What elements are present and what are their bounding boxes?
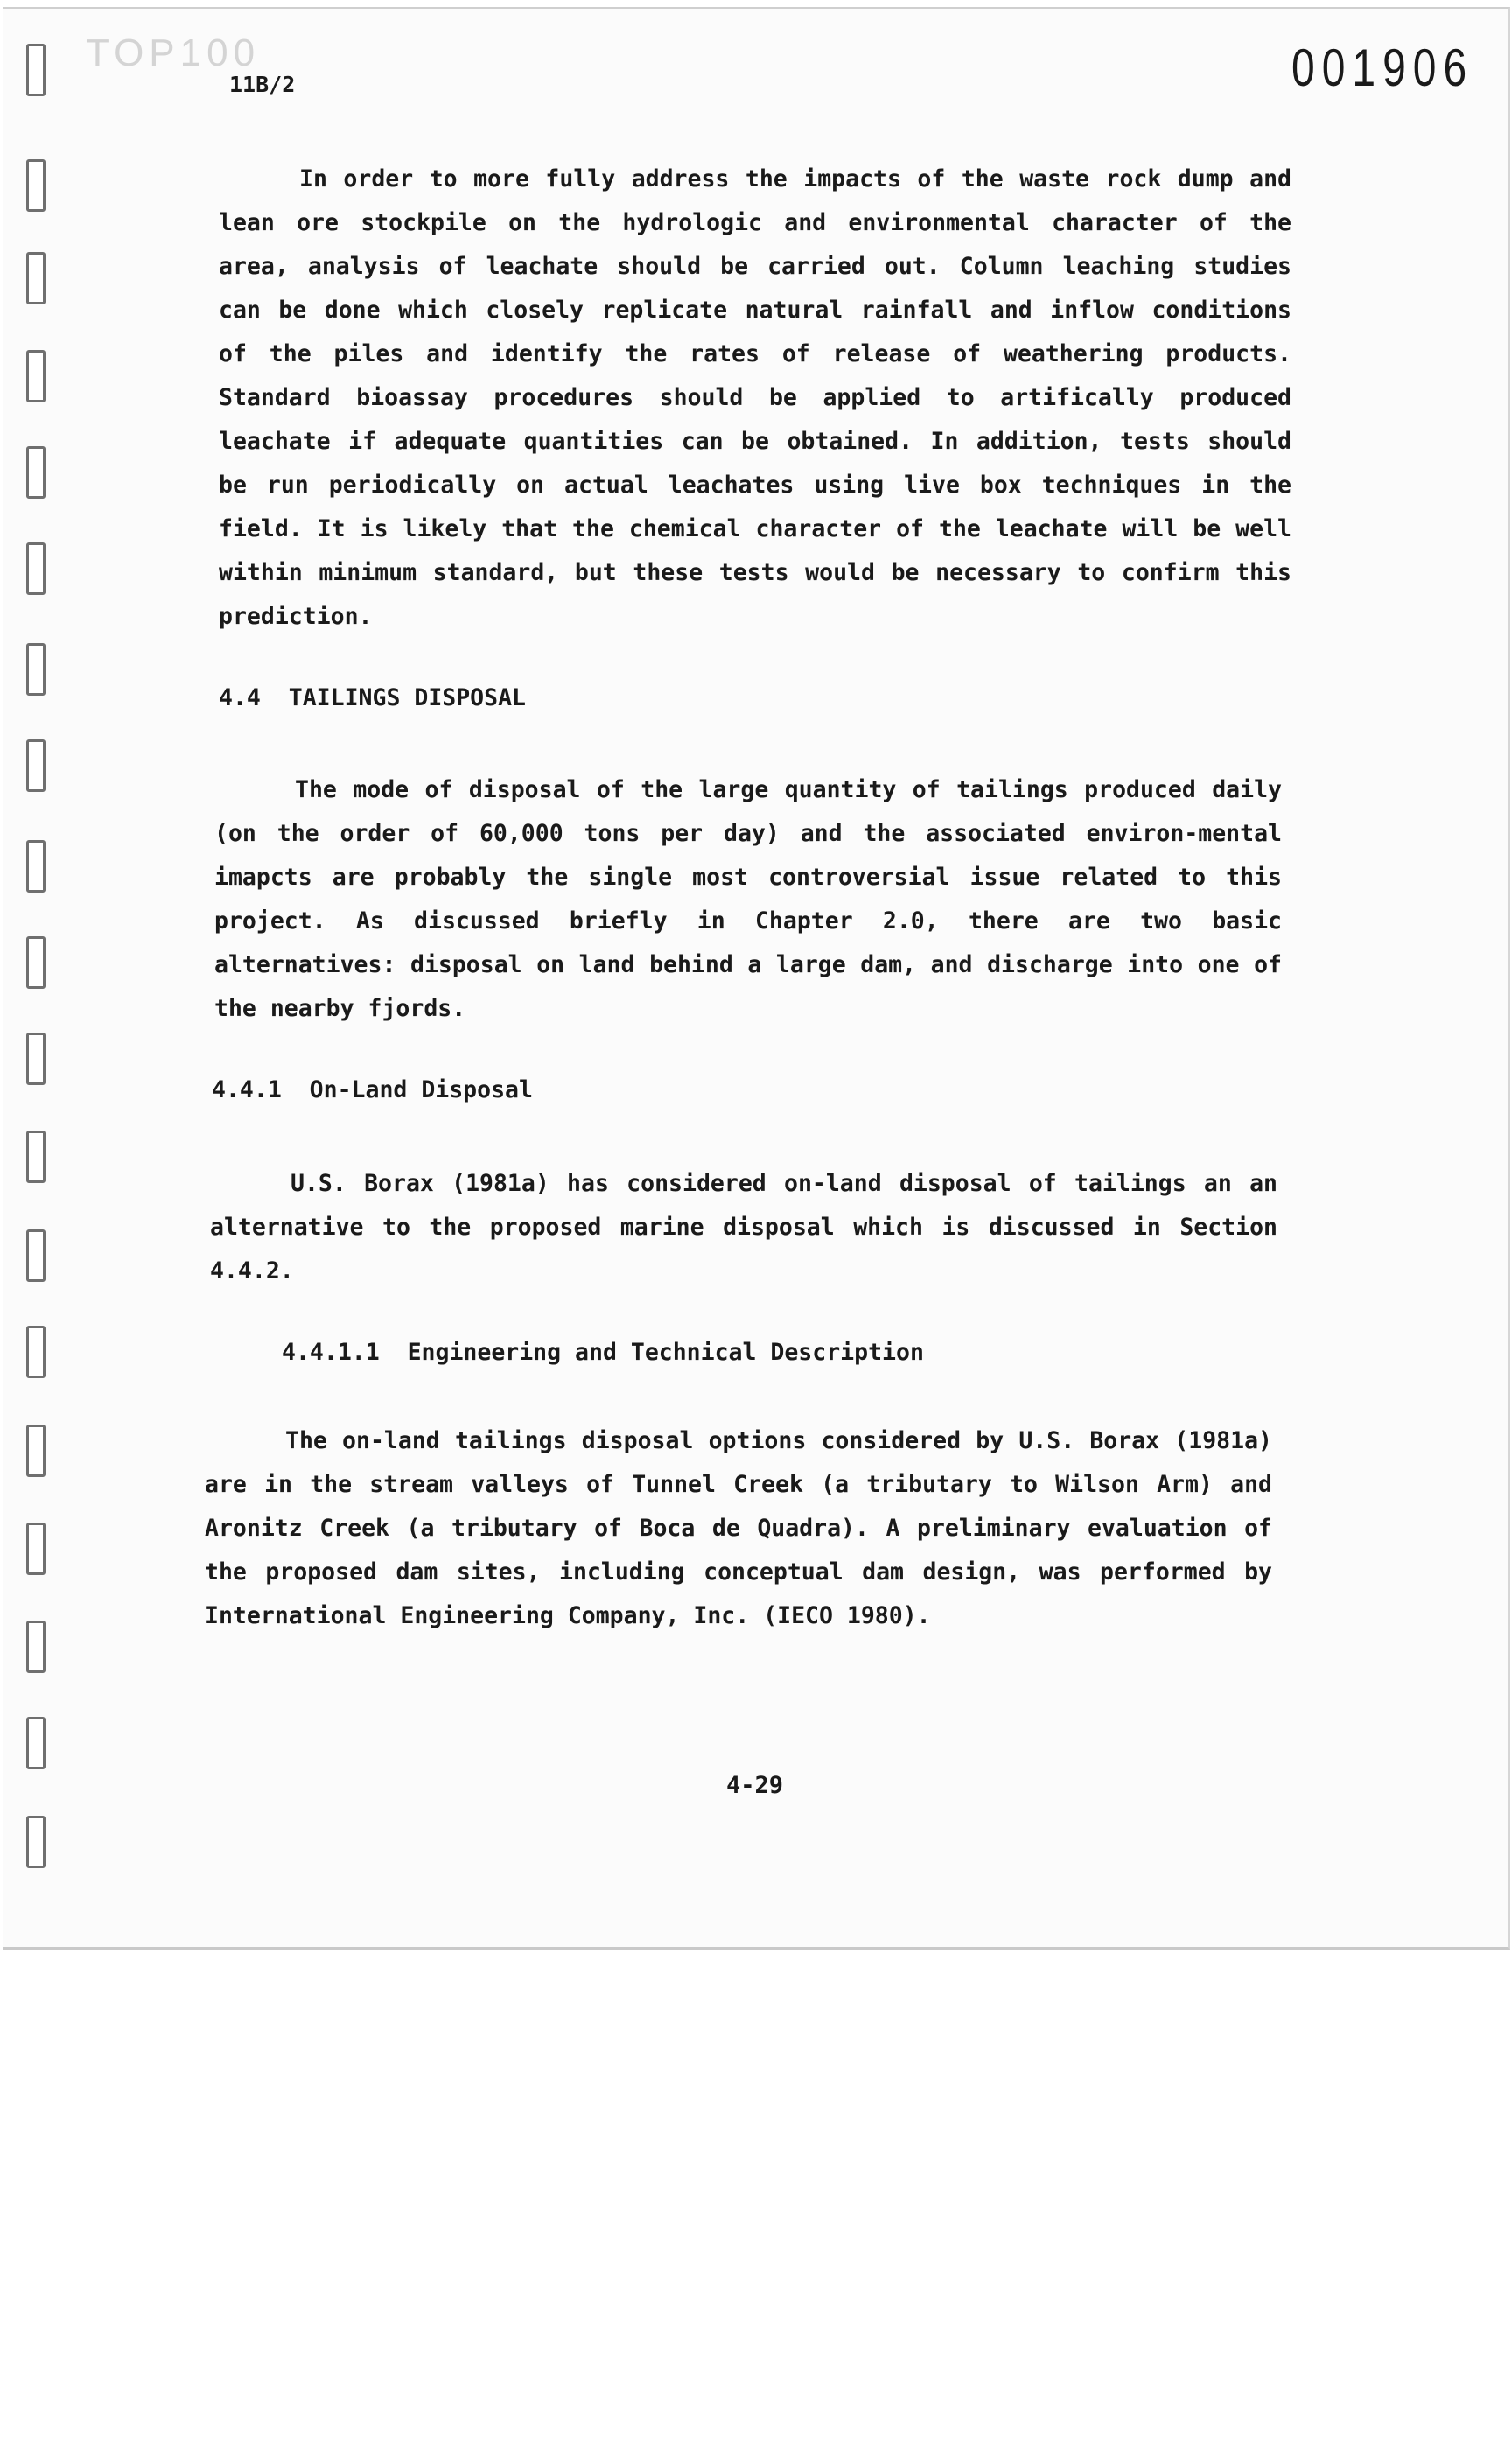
faint-bleed-through-text: TOP100 (86, 32, 261, 74)
binder-hole (26, 1032, 46, 1085)
binder-hole (26, 1522, 46, 1575)
paragraph-on-land (210, 1162, 1278, 1293)
binder-hole (26, 1424, 46, 1477)
paragraph-text: In order to more fully address the impacts of the waste rock dump and lean ore stockpile on the hydrologic and environmental character of the area, analysis of leachate should be carried out. Column leaching studies can be done which closely replicate natural rainfall and inflow conditions of the piles and identify the rates of release of weathering products. Standard bioassay procedures should be applied to artifically produced leachate if adequate quantities can be obtained. In addition, tests should be run periodically on actual leachates using live box techniques in the field. It is likely that the chemical character of the leachate will be well within minimum standard, but these tests would be necessary to confirm this prediction. (219, 165, 1292, 630)
binder-hole (26, 739, 46, 792)
section-heading-4-4-1-1: 4.4.1.1 Engineering and Technical Description (282, 1339, 924, 1366)
binder-hole (26, 159, 46, 212)
section-heading-4-4-1: 4.4.1 On-Land Disposal (212, 1076, 533, 1103)
document-id: 11B/2 (229, 72, 296, 97)
binder-hole (26, 936, 46, 989)
paragraph-text: U.S. Borax (1981a) has considered on-land disposal of tailings an an alternative to the proposed marine disposal which is discussed in Section 4.4.2. (210, 1170, 1278, 1284)
paragraph-text: The mode of disposal of the large quantity of tailings produced daily (on the order of 60,000 tons per day) and the associated environ-mental imapcts are probably the single most controversial issue related to this project. As discussed briefly in Chapter 2.0, there are two basic alternatives: disposal on land behind a large dam, and discharge into one of the nearby fjords. (214, 776, 1282, 1022)
binder-hole (26, 1130, 46, 1183)
page-number: 4-29 (726, 1772, 784, 1799)
binder-hole (26, 1229, 46, 1282)
binder-hole (26, 542, 46, 595)
binder-hole (26, 1620, 46, 1673)
paragraph-tailings (214, 768, 1282, 1031)
binder-hole (26, 840, 46, 892)
binder-hole (26, 446, 46, 499)
binder-hole (26, 1816, 46, 1868)
paragraph-leachate (219, 158, 1292, 639)
binder-hole (26, 44, 46, 96)
binder-hole (26, 1717, 46, 1769)
paragraph-engineering (205, 1419, 1272, 1638)
paragraph-text: The on-land tailings disposal options considered by U.S. Borax (1981a) are in the stream valleys of Tunnel Creek (a tributary to Wilson Arm) and Aronitz Creek (a tributary of Boca de Quadra). A preliminary evaluation of the proposed dam sites, including conceptual dam design, was performed by International Engineering Company, Inc. (IECO 1980). (205, 1427, 1272, 1629)
page-stamp-number: 001906 (1292, 39, 1474, 98)
binder-hole (26, 1326, 46, 1378)
binder-hole (26, 252, 46, 304)
binder-hole (26, 350, 46, 402)
binder-hole (26, 643, 46, 696)
section-heading-4-4: 4.4 TAILINGS DISPOSAL (219, 684, 526, 711)
